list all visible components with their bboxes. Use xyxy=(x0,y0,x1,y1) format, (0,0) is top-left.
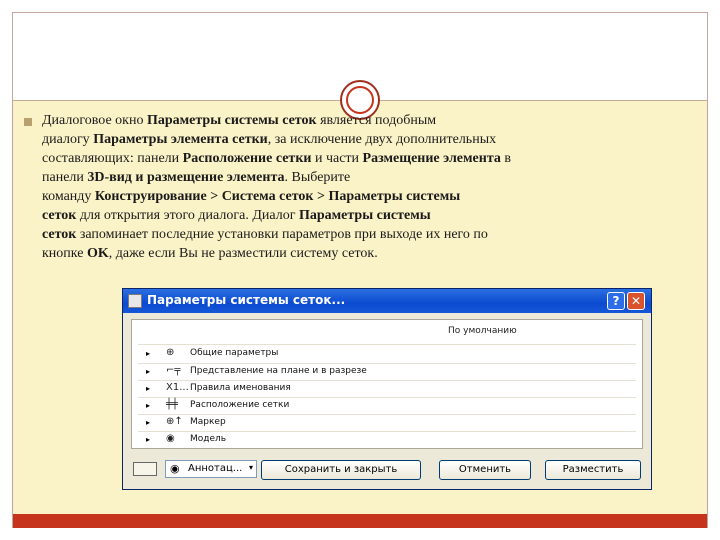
eye-icon: ◉ xyxy=(170,462,180,475)
chevron-down-icon: ▾ xyxy=(248,463,253,472)
dialog-footer xyxy=(123,457,651,485)
grid-layout-icon: ╪╪ xyxy=(166,399,179,410)
expand-arrow-icon[interactable]: ▸ xyxy=(146,384,151,393)
section-model[interactable] xyxy=(132,432,642,448)
help-button[interactable]: ? xyxy=(607,292,625,310)
annotation-label: Аннотац... xyxy=(188,463,243,474)
dialog-titlebar[interactable] xyxy=(123,289,651,313)
expand-arrow-icon[interactable]: ▸ xyxy=(146,435,151,444)
section-floor-plan-section[interactable] xyxy=(132,364,642,380)
bullet-icon xyxy=(24,118,32,126)
paragraph-line: диалогу Параметры элемента сетки, за исключение двух дополнительных xyxy=(42,132,497,147)
grid-system-settings-dialog xyxy=(122,288,652,490)
close-button[interactable]: ✕ xyxy=(627,292,645,310)
section-label: Правила именования xyxy=(190,383,291,393)
annotation-layer-dropdown[interactable] xyxy=(165,460,257,478)
floor-plan-icon: ⌐╤ xyxy=(166,365,181,376)
model-icon: ◉ xyxy=(166,433,175,444)
expand-arrow-icon[interactable]: ▸ xyxy=(146,367,151,376)
paragraph-line: кнопке OK, даже если Вы не разместили систему сеток. xyxy=(42,246,378,261)
expand-arrow-icon[interactable]: ▸ xyxy=(146,349,151,358)
paragraph-line: составляющих: панели Расположение сетки и части Размещение элемента в xyxy=(42,151,511,166)
paragraph-line: команду Конструирование > Система сеток > Параметры системы xyxy=(42,189,461,204)
paragraph-line: сеток запоминает последние установки параметров при выходе их него по xyxy=(42,227,488,242)
cancel-button[interactable]: Отменить xyxy=(439,460,531,480)
section-grid-layout[interactable] xyxy=(132,398,642,414)
section-label: Общие параметры xyxy=(190,348,279,358)
paragraph-line: Диалоговое окно Параметры системы сеток является подобным xyxy=(42,113,437,128)
save-and-close-button[interactable]: Сохранить и закрыть xyxy=(261,460,421,480)
general-settings-icon: ⊕ xyxy=(166,347,175,358)
section-general[interactable] xyxy=(132,346,642,362)
section-label: Представление на плане и в разрезе xyxy=(190,366,367,376)
marker-icon: ⊕↑ xyxy=(166,416,183,427)
dialog-title: Параметры системы сеток... xyxy=(147,293,346,307)
description-paragraph xyxy=(42,111,682,263)
section-label: Расположение сетки xyxy=(190,400,290,410)
expand-arrow-icon[interactable]: ▸ xyxy=(146,401,151,410)
paragraph-line: панели 3D-вид и размещение элемента. Выберите xyxy=(42,170,351,185)
expand-arrow-icon[interactable]: ▸ xyxy=(146,418,151,427)
settings-panel xyxy=(131,319,643,449)
slide-footer-bar xyxy=(13,514,707,528)
section-label: Модель xyxy=(190,434,227,444)
naming-rules-icon: X1... xyxy=(166,382,189,393)
layer-library-icon[interactable] xyxy=(133,462,157,476)
place-button[interactable]: Разместить xyxy=(545,460,641,480)
section-marker[interactable] xyxy=(132,415,642,431)
default-label: По умолчанию xyxy=(448,326,517,336)
section-naming-rules[interactable] xyxy=(132,381,642,397)
row-divider xyxy=(138,344,636,345)
paragraph-line: сеток для открытия этого диалога. Диалог Параметры системы xyxy=(42,208,431,223)
section-label: Маркер xyxy=(190,417,226,427)
dialog-app-icon xyxy=(128,294,142,308)
